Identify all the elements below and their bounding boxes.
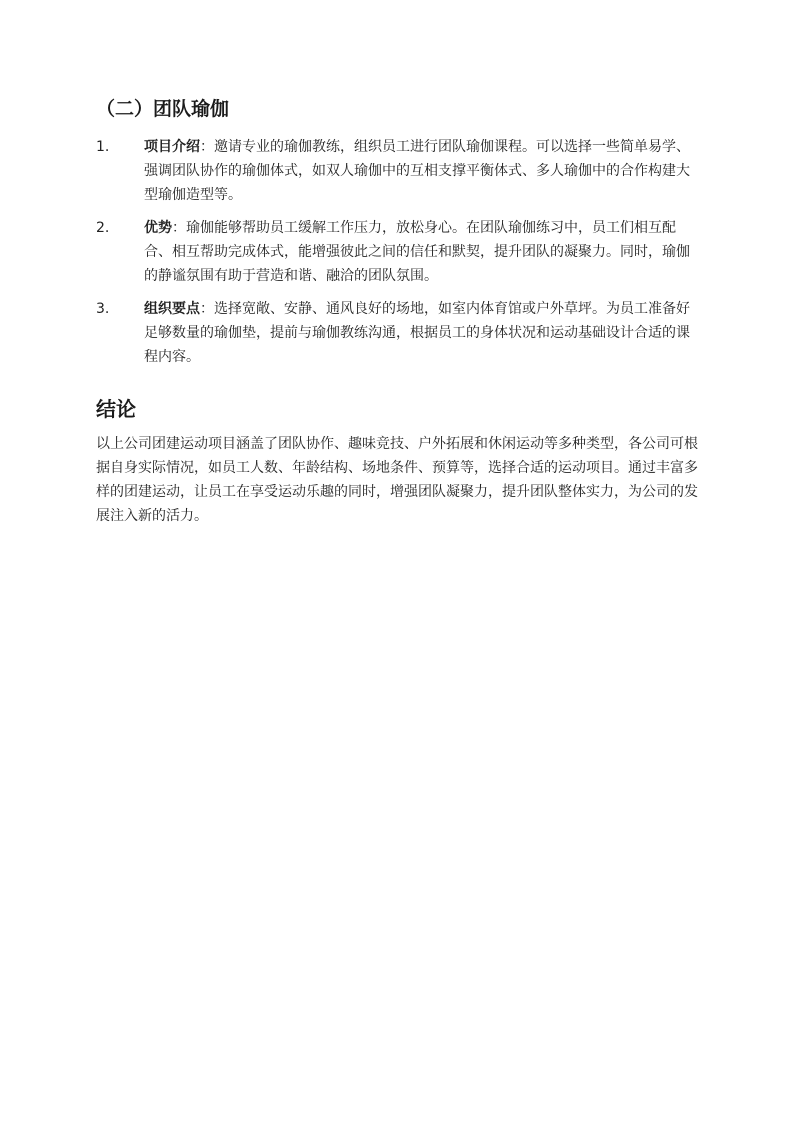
list-item bbox=[96, 216, 700, 288]
list-item-separator: ： bbox=[200, 301, 214, 317]
list-number: 2. bbox=[96, 220, 110, 236]
list-item-separator: ： bbox=[172, 220, 186, 236]
conclusion-heading: 结论 bbox=[96, 397, 136, 421]
document-page bbox=[96, 95, 700, 528]
list-item-term: 优势 bbox=[144, 220, 172, 236]
list-item-text: 瑜伽能够帮助员工缓解工作压力，放松身心。在团队瑜伽练习中，员工们相互配合、相互帮助完成体式，能增强彼此之间的信任和默契，提升团队的凝聚力。同时，瑜伽的静谧氛围有助于营造和谐、融洽的团队氛围。 bbox=[144, 220, 690, 284]
list-item-text: 选择宽敞、安静、通风良好的场地，如室内体育馆或户外草坪。为员工准备好足够数量的瑜伽垫，提前与瑜伽教练沟通，根据员工的身体状况和运动基础设计合适的课程内容。 bbox=[144, 301, 690, 365]
list-item bbox=[96, 135, 700, 207]
list-item-term: 组织要点 bbox=[144, 301, 200, 317]
list-item-term: 项目介绍 bbox=[144, 139, 200, 155]
conclusion-paragraph: 以上公司团建运动项目涵盖了团队协作、趣味竞技、户外拓展和休闲运动等多种类型，各公司可根据自身实际情况，如员工人数、年龄结构、场地条件、预算等，选择合适的运动项目。通过丰富多样的团建运动，让员工在享受运动乐趣的同时，增强团队凝聚力，提升团队整体实力，为公司的发展注入新的活力。 bbox=[96, 436, 698, 524]
list-item bbox=[96, 297, 700, 369]
list-number: 3. bbox=[96, 301, 110, 317]
list-number: 1. bbox=[96, 139, 110, 155]
list-item-separator: ： bbox=[200, 139, 214, 155]
list-item-text: 邀请专业的瑜伽教练，组织员工进行团队瑜伽课程。可以选择一些简单易学、强调团队协作的瑜伽体式，如双人瑜伽中的互相支撑平衡体式、多人瑜伽中的合作构建大型瑜伽造型等。 bbox=[144, 139, 690, 203]
numbered-list bbox=[96, 135, 700, 369]
section-heading: （二）团队瑜伽 bbox=[96, 98, 230, 120]
